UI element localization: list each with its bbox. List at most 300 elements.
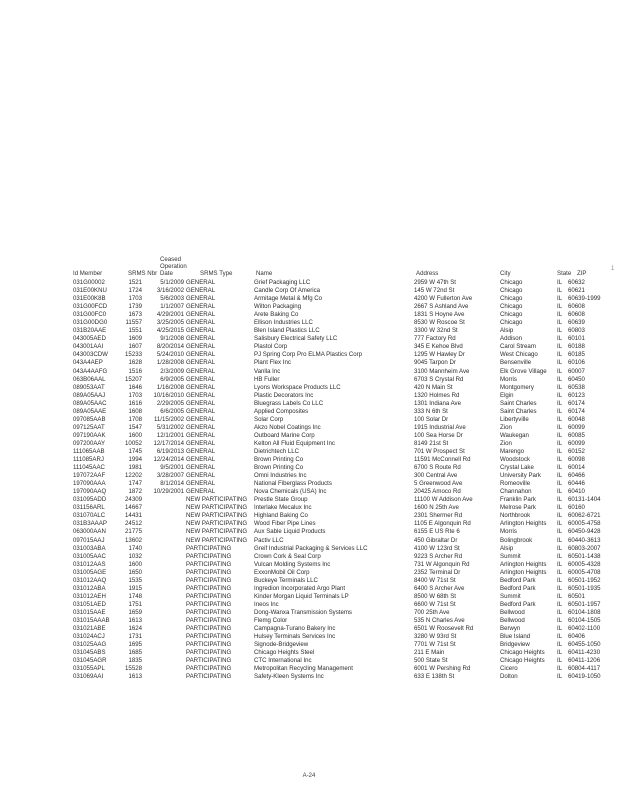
- cell-address: 333 N 6th St: [414, 407, 448, 415]
- cell-city: Elk Grove Village: [500, 367, 547, 375]
- cell-address: 8500 W 68th St: [414, 592, 457, 600]
- cell-srms-nbr: 12202: [125, 472, 142, 480]
- cell-id-member: 031012AAS: [73, 560, 106, 568]
- cell-zip: 60106: [568, 359, 585, 367]
- cell-name: Buckeye Terminals LLC: [254, 576, 318, 584]
- table-row: [0, 537, 618, 545]
- cell-address: 1295 W Hawley Dr: [414, 351, 465, 359]
- cell-state: IL: [557, 343, 563, 351]
- cell-state: IL: [557, 399, 563, 407]
- cell-srms-type: PARTICIPATING: [186, 616, 232, 624]
- cell-name: Hulsey Terminals Services Inc: [254, 633, 336, 641]
- cell-srms-nbr: 14667: [125, 504, 142, 512]
- cell-name: Wilton Packaging: [254, 303, 302, 311]
- cell-zip: 60160: [568, 504, 585, 512]
- cell-name: Lyons Workspace Products LLC: [254, 383, 341, 391]
- cell-srms-nbr: 15233: [125, 351, 142, 359]
- cell-zip: 60014: [568, 464, 585, 472]
- cell-srms-type: PARTICIPATING: [186, 560, 232, 568]
- cell-state: IL: [557, 512, 563, 520]
- cell-name: Akzo Nobel Coatings Inc: [254, 423, 321, 431]
- cell-srms-type: PARTICIPATING: [186, 633, 232, 641]
- cell-zip: 60501-1438: [568, 552, 601, 560]
- cell-address: 300 Central Ave: [414, 472, 458, 480]
- cell-state: IL: [557, 488, 563, 496]
- cell-state: IL: [557, 319, 563, 327]
- cell-ceased-date: 12/24/2014: [153, 456, 184, 464]
- cell-city: Melrose Park: [500, 504, 536, 512]
- cell-srms-type: GENERAL: [186, 311, 216, 319]
- cell-srms-nbr: 1915: [128, 584, 142, 592]
- cell-ceased-date: 6/6/2005: [160, 407, 184, 415]
- cell-srms-type: GENERAL: [186, 303, 216, 311]
- cell-name: Dietrichtech LLC: [254, 447, 300, 455]
- cell-srms-nbr: 1745: [128, 447, 142, 455]
- cell-srms-nbr: 1703: [128, 295, 142, 303]
- cell-name: PJ Spring Corp Pro ELMA Plastics Corp: [254, 351, 363, 359]
- table-row: [0, 351, 618, 359]
- cell-srms-type: GENERAL: [186, 279, 216, 286]
- cell-id-member: 089053AAT: [73, 383, 105, 391]
- cell-srms-type: PARTICIPATING: [186, 665, 232, 673]
- cell-address: 1915 Industrial Ave: [414, 423, 466, 431]
- table-row: [0, 657, 618, 665]
- cell-zip: 60174: [568, 407, 585, 415]
- table-row: [0, 319, 618, 327]
- table-row: [0, 609, 618, 617]
- cell-name: Plant Flex Inc: [254, 359, 291, 367]
- cell-city: Bridgeview: [500, 641, 530, 649]
- cell-srms-nbr: 1731: [128, 633, 142, 641]
- cell-zip: 60152: [568, 447, 585, 455]
- table-row: [0, 279, 618, 287]
- cell-address: 100 Solar Dr: [414, 415, 449, 423]
- cell-state: IL: [557, 367, 563, 375]
- cell-city: Arlington Heights: [500, 568, 547, 576]
- cell-zip: 60098: [568, 456, 585, 464]
- cell-address: 6700 S Route Rd: [414, 464, 461, 472]
- cell-srms-type: GENERAL: [186, 399, 216, 407]
- cell-srms-type: GENERAL: [186, 351, 216, 359]
- cell-name: Arete Baking Co: [254, 311, 299, 319]
- cell-address: 4100 W 123rd St: [414, 544, 460, 552]
- table-row: [0, 343, 618, 351]
- cell-zip: 60450-9428: [568, 528, 601, 536]
- table-row: [0, 456, 618, 464]
- cell-city: Bedford Park: [500, 584, 536, 592]
- cell-srms-nbr: 15528: [125, 665, 142, 673]
- cell-srms-type: NEW PARTICIPATING: [186, 536, 248, 544]
- cell-zip: 60455-1050: [568, 641, 601, 649]
- cell-name: Greif Industrial Packaging & Services LLC: [254, 544, 368, 552]
- cell-address: 500 State St: [414, 657, 448, 665]
- cell-zip: 60099: [568, 423, 585, 431]
- cell-zip: 60639: [568, 319, 585, 327]
- cell-id-member: 063000AAN: [73, 528, 106, 536]
- table-row: [0, 400, 618, 408]
- cell-id-member: 031156ARL: [73, 504, 105, 512]
- table-row: [0, 673, 618, 681]
- cell-id-member: 031025AAG: [73, 641, 107, 649]
- cell-city: Chicago Heights: [500, 657, 545, 665]
- cell-address: 8530 W Roscoe St: [414, 319, 465, 327]
- cell-address: 6703 S Crystal Rd: [414, 375, 464, 383]
- cell-srms-nbr: 24309: [125, 496, 142, 504]
- cell-address: 3300 W 32nd St: [414, 327, 458, 335]
- cell-id-member: 031051AED: [73, 600, 106, 608]
- cell-srms-nbr: 1724: [128, 287, 142, 295]
- cell-srms-nbr: 1748: [128, 592, 142, 600]
- cell-id-member: 031070ALC: [73, 512, 106, 520]
- cell-srms-type: PARTICIPATING: [186, 544, 232, 552]
- cell-zip: 60440-3613: [568, 536, 601, 544]
- cell-address: 1105 E Algonquin Rd: [414, 520, 471, 528]
- cell-city: Arlington Heights: [500, 560, 547, 568]
- cell-name: Signode-Bridgeview: [254, 641, 309, 649]
- cell-ceased-date: 12/1/2001: [156, 431, 184, 439]
- cell-srms-type: GENERAL: [186, 367, 216, 375]
- cell-id-member: 031095ADD: [73, 496, 107, 504]
- cell-ceased-date: 9/5/2001: [160, 464, 184, 472]
- cell-id-member: 031012ABA: [73, 584, 106, 592]
- cell-id-member: 031G00FC0: [73, 311, 107, 319]
- table-body: [0, 279, 618, 681]
- cell-city: Summit: [500, 592, 521, 600]
- cell-state: IL: [557, 544, 563, 552]
- cell-state: IL: [557, 383, 563, 391]
- cell-city: Bellwood: [500, 608, 525, 616]
- cell-zip: 60062-6721: [568, 512, 601, 520]
- cell-ceased-date: 5/1/2009: [160, 279, 184, 286]
- cell-name: Vulcan Molding Systems Inc: [254, 560, 331, 568]
- cell-city: West Chicago: [500, 351, 538, 359]
- table-row: [0, 472, 618, 480]
- cell-name: Plastol Corp: [254, 343, 288, 351]
- cell-id-member: 063B06AAL: [73, 375, 106, 383]
- cell-zip: 60005-4328: [568, 560, 601, 568]
- cell-name: Flemg Color: [254, 616, 288, 624]
- cell-state: IL: [557, 616, 563, 624]
- cell-name: Interlake Mecalux Inc: [254, 504, 312, 512]
- cell-name: Bluegrass Labels Co LLC: [254, 399, 324, 407]
- cell-city: Zion: [500, 439, 512, 447]
- cell-name: Campagna-Turano Bakery Inc: [254, 625, 336, 633]
- cell-ceased-date: 12/17/2014: [153, 439, 184, 447]
- cell-id-member: 043A4AAFG: [73, 367, 108, 375]
- cell-ceased-date: 4/29/2001: [156, 311, 184, 319]
- table-row: [0, 448, 618, 456]
- cell-name: Armitage Metal & Mfg Co: [254, 295, 323, 303]
- cell-srms-type: GENERAL: [186, 407, 216, 415]
- cell-city: Bedford Park: [500, 600, 536, 608]
- cell-ceased-date: 11/15/2002: [153, 415, 184, 423]
- cell-zip: 60608: [568, 303, 585, 311]
- table-row: [0, 359, 618, 367]
- cell-id-member: 031G00FCD: [73, 303, 108, 311]
- cell-id-member: 031069AAI: [73, 673, 104, 681]
- table-row: [0, 617, 618, 625]
- table-row: [0, 295, 618, 303]
- header-srms-type: SRMS Type: [200, 270, 233, 277]
- cell-id-member: 197090AAQ: [73, 488, 107, 496]
- cell-srms-nbr: 1673: [128, 311, 142, 319]
- cell-address: 2352 Terminal Dr: [414, 568, 461, 576]
- cell-address: 6400 S Archer Ave: [414, 584, 465, 592]
- cell-id-member: 031012AAQ: [73, 576, 107, 584]
- cell-zip: 60085: [568, 431, 585, 439]
- cell-id-member: 097085AAB: [73, 415, 106, 423]
- cell-id-member: 031005AGE: [73, 568, 107, 576]
- cell-city: Montgomery: [500, 383, 534, 391]
- table-row: [0, 553, 618, 561]
- table-row: [0, 504, 618, 512]
- cell-srms-type: GENERAL: [186, 375, 216, 383]
- cell-address: 211 E Main: [414, 649, 445, 657]
- cell-srms-nbr: 1703: [128, 391, 142, 399]
- cell-city: University Park: [500, 472, 541, 480]
- cell-state: IL: [557, 295, 563, 303]
- cell-ceased-date: 5/6/2003: [160, 295, 184, 303]
- cell-srms-nbr: 1685: [128, 649, 142, 657]
- cell-name: Metropolitan Recycling Management: [254, 665, 353, 673]
- cell-srms-nbr: 1739: [128, 303, 142, 311]
- cell-ceased-date: 3/16/2002: [156, 287, 184, 295]
- cell-state: IL: [557, 496, 563, 504]
- cell-zip: 60501-1957: [568, 600, 601, 608]
- cell-id-member: 031015AAE: [73, 608, 106, 616]
- cell-srms-type: GENERAL: [186, 464, 216, 472]
- cell-address: 6155 E US Rte 6: [414, 528, 460, 536]
- cell-state: IL: [557, 375, 563, 383]
- cell-srms-nbr: 1624: [128, 625, 142, 633]
- table-row: [0, 335, 618, 343]
- cell-name: Ellison Industries LLC: [254, 319, 313, 327]
- cell-srms-nbr: 1616: [128, 399, 142, 407]
- cell-name: Ingredion Incorporated Argo Plant: [254, 584, 346, 592]
- cell-zip: 60639-1999: [568, 295, 601, 303]
- cell-zip: 60185: [568, 351, 585, 359]
- cell-zip: 60104-1808: [568, 608, 601, 616]
- cell-srms-nbr: 13602: [125, 536, 142, 544]
- table-row: [0, 287, 618, 295]
- cell-zip: 60005-4708: [568, 568, 601, 576]
- cell-city: Saint Charles: [500, 407, 537, 415]
- cell-city: Summit: [500, 552, 521, 560]
- cell-zip: 60804-4117: [568, 665, 601, 673]
- cell-ceased-date: 4/25/2015: [156, 327, 184, 335]
- cell-city: Carol Stream: [500, 343, 536, 351]
- cell-name: Chicago Heights Steel: [254, 649, 315, 657]
- cell-zip: 60188: [568, 343, 585, 351]
- cell-zip: 60411-4230: [568, 649, 601, 657]
- header-id-member: Id Member: [73, 270, 103, 277]
- cell-name: Dong-Wanxa Transmission Systems: [254, 608, 352, 616]
- cell-state: IL: [557, 673, 563, 681]
- cell-name: Nova Chemicals (USA) Inc: [254, 488, 327, 496]
- cell-srms-nbr: 1740: [128, 544, 142, 552]
- cell-zip: 60005-4758: [568, 520, 601, 528]
- cell-id-member: 097200AAY: [73, 439, 106, 447]
- header-city: City: [500, 270, 511, 277]
- cell-id-member: 031003ABA: [73, 544, 106, 552]
- cell-id-member: 043001AAI: [73, 343, 104, 351]
- cell-state: IL: [557, 633, 563, 641]
- table-row: [0, 601, 618, 609]
- cell-address: 535 N Charles Ave: [414, 616, 465, 624]
- cell-address: 8149 21st St: [414, 439, 449, 447]
- cell-ceased-date: 3/28/2007: [156, 472, 184, 480]
- cell-address: 731 W Algonquin Rd: [414, 560, 470, 568]
- cell-city: Arlington Heights: [500, 520, 547, 528]
- cell-state: IL: [557, 641, 563, 649]
- cell-srms-type: PARTICIPATING: [186, 600, 232, 608]
- cell-srms-nbr: 1608: [128, 407, 142, 415]
- cell-name: Solar Corp: [254, 415, 284, 423]
- cell-srms-nbr: 1751: [128, 600, 142, 608]
- cell-zip: 60174: [568, 399, 585, 407]
- cell-srms-type: PARTICIPATING: [186, 649, 232, 657]
- cell-address: 777 Factory Rd: [414, 335, 456, 343]
- cell-zip: 60099: [568, 439, 585, 447]
- table-header: [0, 249, 618, 278]
- cell-zip: 60131-1404: [568, 496, 601, 504]
- table-row: [0, 424, 618, 432]
- cell-state: IL: [557, 431, 563, 439]
- cell-city: Chicago: [500, 311, 523, 319]
- cell-id-member: 031B3AAAP: [73, 520, 107, 528]
- cell-srms-nbr: 1613: [128, 673, 142, 681]
- cell-state: IL: [557, 439, 563, 447]
- cell-zip: 60632: [568, 279, 585, 286]
- table-row: [0, 561, 618, 569]
- cell-srms-type: PARTICIPATING: [186, 552, 232, 560]
- cell-id-member: 097015AAJ: [73, 536, 105, 544]
- table-row: [0, 327, 618, 335]
- cell-srms-nbr: 1835: [128, 657, 142, 665]
- cell-zip: 60406: [568, 633, 585, 641]
- cell-id-member: 031G00002: [73, 279, 105, 286]
- cell-name: HB Fuller: [254, 375, 280, 383]
- cell-ceased-date: 1/1/2007: [160, 303, 184, 311]
- cell-state: IL: [557, 625, 563, 633]
- cell-srms-nbr: 1646: [128, 383, 142, 391]
- cell-state: IL: [557, 608, 563, 616]
- cell-name: Vanlla Inc: [254, 367, 281, 375]
- table-row: [0, 496, 618, 504]
- cell-srms-type: PARTICIPATING: [186, 657, 232, 665]
- cell-state: IL: [557, 391, 563, 399]
- cell-srms-type: GENERAL: [186, 415, 216, 423]
- cell-city: Bellwood: [500, 616, 525, 624]
- cell-srms-nbr: 1521: [128, 279, 142, 286]
- cell-id-member: 097190AAK: [73, 431, 106, 439]
- cell-city: Chicago: [500, 303, 523, 311]
- cell-city: Alsip: [500, 327, 514, 335]
- cell-city: Morris: [500, 375, 517, 383]
- cell-name: Grief Packaging LLC: [254, 279, 311, 286]
- cell-state: IL: [557, 536, 563, 544]
- cell-zip: 60466: [568, 472, 585, 480]
- cell-srms-type: GENERAL: [186, 343, 216, 351]
- table-row: [0, 665, 618, 673]
- table-row: [0, 440, 618, 448]
- cell-ceased-date: 6/9/2005: [160, 375, 184, 383]
- cell-city: Waukegan: [500, 431, 529, 439]
- header-zip: ZIP: [577, 270, 587, 277]
- table-row: [0, 545, 618, 553]
- table-row: [0, 392, 618, 400]
- cell-id-member: 031045AGR: [73, 657, 107, 665]
- cell-ceased-date: 1/16/2008: [156, 383, 184, 391]
- cell-state: IL: [557, 665, 563, 673]
- table-row: [0, 641, 618, 649]
- cell-zip: 60123: [568, 391, 585, 399]
- cell-zip: 60101: [568, 335, 585, 343]
- cell-srms-nbr: 14431: [125, 512, 142, 520]
- cell-srms-type: GENERAL: [186, 423, 216, 431]
- cell-address: 1831 S Hoyne Ave: [414, 311, 465, 319]
- cell-srms-type: PARTICIPATING: [186, 641, 232, 649]
- cell-srms-nbr: 1628: [128, 359, 142, 367]
- cell-name: Crown Cork & Seal Corp: [254, 552, 321, 560]
- cell-srms-type: NEW PARTICIPATING: [186, 504, 248, 512]
- cell-ceased-date: 2/3/2009: [160, 367, 184, 375]
- cell-zip: 60501: [568, 592, 585, 600]
- cell-address: 1320 Holmes Rd: [414, 391, 460, 399]
- cell-zip: 60402-1100: [568, 625, 601, 633]
- cell-srms-nbr: 11557: [125, 319, 142, 327]
- cell-name: Pactiv LLC: [254, 536, 284, 544]
- cell-state: IL: [557, 311, 563, 319]
- table-row: [0, 585, 618, 593]
- cell-srms-type: PARTICIPATING: [186, 584, 232, 592]
- cell-zip: 60538: [568, 383, 585, 391]
- cell-city: Dolton: [500, 673, 518, 681]
- cell-state: IL: [557, 520, 563, 528]
- cell-state: IL: [557, 592, 563, 600]
- cell-zip: 60501-1952: [568, 576, 601, 584]
- cell-id-member: 031024ACJ: [73, 633, 105, 641]
- cell-address: 145 W 72nd St: [414, 287, 455, 295]
- cell-zip: 60411-1206: [568, 657, 601, 665]
- cell-city: Alsip: [500, 544, 514, 552]
- header-name: Name: [256, 270, 273, 277]
- cell-srms-nbr: 1994: [128, 456, 142, 464]
- cell-zip: 60446: [568, 480, 585, 488]
- cell-name: Kelton All Fluid Equipment Inc: [254, 439, 335, 447]
- table-row: [0, 633, 618, 641]
- cell-ceased-date: 6/19/2013: [156, 447, 184, 455]
- table-row: [0, 512, 618, 520]
- cell-srms-type: GENERAL: [186, 480, 216, 488]
- cell-id-member: 089A05AAC: [73, 399, 107, 407]
- cell-city: Chicago: [500, 287, 523, 295]
- cell-id-member: 031021ABE: [73, 625, 106, 633]
- cell-srms-nbr: 24512: [125, 520, 142, 528]
- cell-id-member: 097125AAT: [73, 423, 105, 431]
- cell-zip: 60803: [568, 327, 585, 335]
- cell-city: Crystal Lake: [500, 464, 534, 472]
- cell-name: Blen Island Plastics LLC: [254, 327, 320, 335]
- cell-name: Ineos Inc: [254, 600, 279, 608]
- table-row: [0, 569, 618, 577]
- cell-address: 6600 W 71st St: [414, 600, 456, 608]
- cell-name: Brown Printing Co: [254, 464, 304, 472]
- header-address: Address: [416, 270, 439, 277]
- table-row: [0, 303, 618, 311]
- cell-srms-type: GENERAL: [186, 431, 216, 439]
- cell-city: Libertyville: [500, 415, 529, 423]
